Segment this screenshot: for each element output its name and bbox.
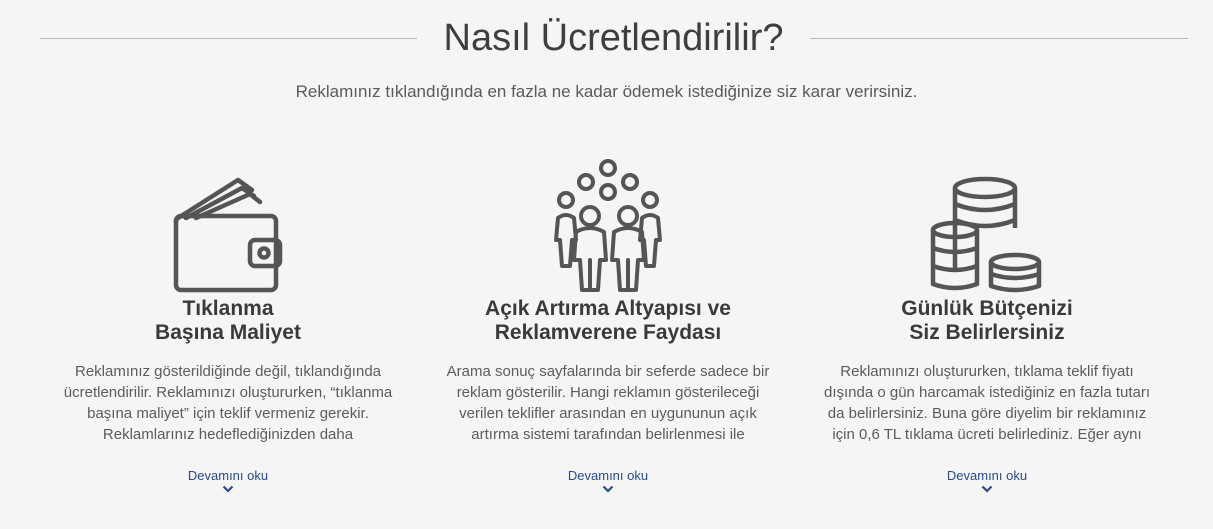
header-divider-right (810, 38, 1188, 39)
read-more-link[interactable] (48, 468, 408, 493)
chevron-down-icon[interactable] (981, 485, 993, 493)
read-more-label[interactable]: Devamını oku (567, 468, 649, 483)
feature-title-line-1: Günlük Bütçenizi (901, 297, 1073, 320)
people-group-icon (548, 158, 668, 293)
page-title: Nasıl Ücretlendirilir? (443, 17, 784, 59)
feature-title-line-1: Tıklanma (182, 297, 274, 320)
header-divider-left (40, 38, 417, 39)
feature-description: Reklamınızı oluştururken, tıklama teklif fiyatı dışında o gün harcamak istediğiniz en fazla tutarı da belirlersiniz. Buna göre diyelim bir reklamınız için 0,6 TL tıklama ücreti belirlediniz. Eğer aynı (823, 363, 1151, 443)
feature-title (807, 297, 1167, 345)
read-more-link[interactable] (428, 468, 788, 493)
feature-title-line-2: Reklamverene Faydası (494, 321, 722, 344)
chevron-down-icon[interactable] (222, 485, 234, 493)
feature-column-daily-budget (807, 150, 1167, 510)
feature-description: Reklamınız gösterildiğinde değil, tıklandığında ücretlendirilir. Reklamınızı oluştururken, “tıklanma başına maliyet” için teklif vermeniz gerekir. Reklamlarınız hedeflediğinizden daha (63, 363, 393, 443)
feature-description: Arama sonuç sayfalarında bir seferde sadece bir reklam gösterilir. Hangi reklamın gösterileceği verilen teklifler arasından en uygununun açık artırma sistemi tarafından belirlenmesi ile (446, 363, 770, 443)
read-more-label[interactable]: Devamını oku (187, 468, 269, 483)
feature-title-line-2: Siz Belirlersiniz (909, 321, 1065, 344)
page-subtitle: Reklamınız tıklandığında en fazla ne kadar ödemek istediğinize siz karar verirsiniz. (295, 82, 918, 101)
coin-stacks-icon (927, 158, 1047, 293)
read-more-label[interactable]: Devamını oku (946, 468, 1028, 483)
feature-title-line-1: Açık Artırma Altyapısı ve (485, 297, 731, 320)
read-more-link[interactable] (807, 468, 1167, 493)
feature-title (48, 297, 408, 345)
feature-column-auction (428, 150, 788, 510)
feature-title (428, 297, 788, 345)
chevron-down-icon[interactable] (602, 485, 614, 493)
section-header (0, 0, 1213, 80)
wallet-icon (168, 158, 288, 293)
feature-title-line-2: Başına Maliyet (155, 321, 301, 344)
feature-column-cost-per-click (48, 150, 408, 510)
